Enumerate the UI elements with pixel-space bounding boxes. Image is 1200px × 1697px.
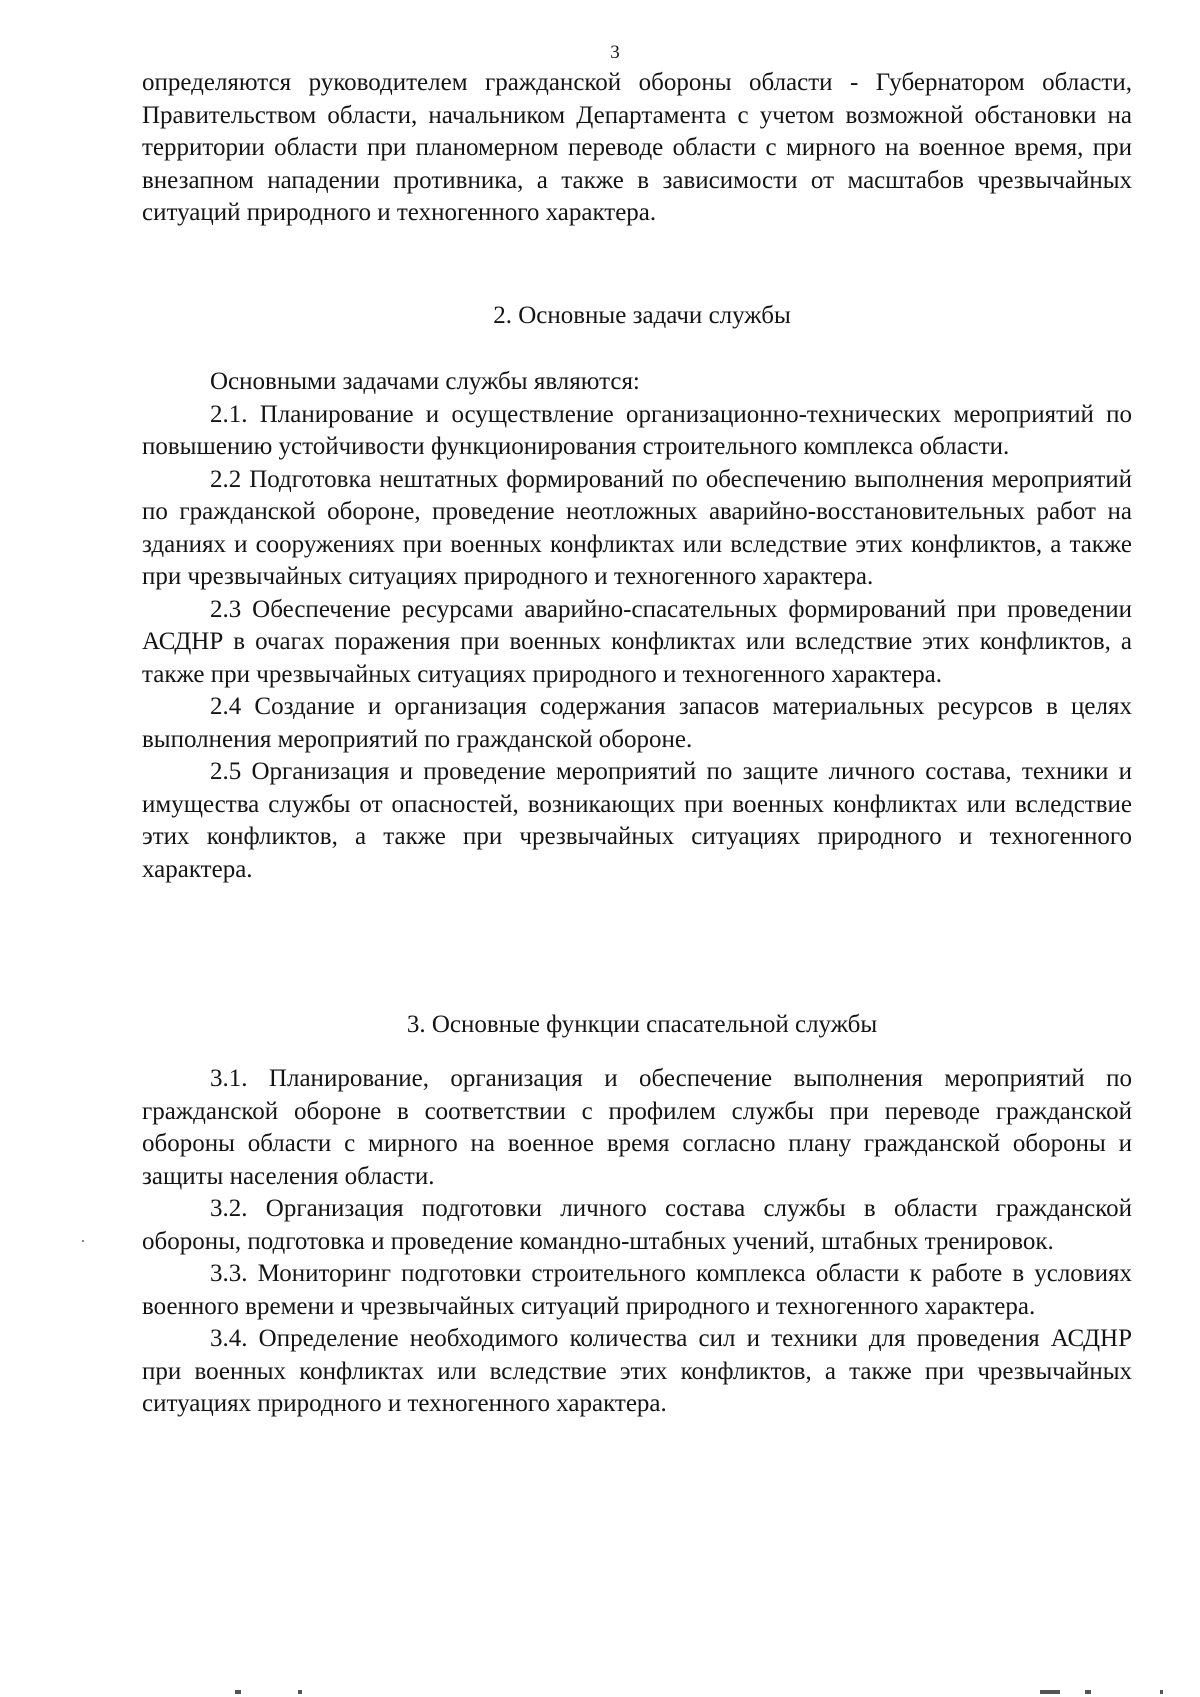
section-3-heading: 3. Основные функции спасательной службы	[406, 1011, 878, 1038]
section-3-body	[142, 1063, 1132, 1421]
section-3-item-3: 3.3. Мониторинг подготовки строительного комплекса области к работе в условиях военного времени и чрезвычайных ситуаций природного и техногенного характера.	[142, 1260, 1132, 1320]
page-number: 3	[610, 42, 620, 63]
section-2-body	[142, 366, 1132, 886]
scan-edge-mark	[1040, 1690, 1060, 1694]
section-2-item-3: 2.3 Обеспечение ресурсами аварийно-спасательных формирований при проведении АСДНР в очагах поражения при военных конфликтах или вследствие этих конфликтов, а также при чрезвычайных ситуациях природного и техногенного характера.	[142, 595, 1132, 688]
scan-edge-mark	[1160, 1690, 1163, 1694]
section-2-lead: Основными задачами службы являются:	[210, 368, 640, 395]
section-2-heading: 2. Основные задачи службы	[493, 302, 791, 329]
section-2-item-1: 2.1. Планирование и осуществление организационно-технических мероприятий по повышению устойчивости функционирования строительного комплекса области.	[142, 400, 1132, 460]
section-2-item-5: 2.5 Организация и проведение мероприятий по защите личного состава, техники и имущества службы от опасностей, возникающих при военных конфликтах или вследствие этих конфликтов, а также при чрезвычайных ситуациях природного и техногенного характера.	[142, 758, 1132, 883]
section-3-heading-wrap	[142, 1009, 1142, 1042]
intro-block	[142, 67, 1132, 230]
section-3-item-4: 3.4. Определение необходимого количества сил и техники для проведения АСДНР при военных конфликтах или вследствие этих конфликтов, а также при чрезвычайных ситуациях природного и техногенного характера.	[142, 1325, 1132, 1417]
intro-paragraph: определяются руководителем гражданской обороны области - Губернатором области, Правительством области, начальником Департамента с учетом возможной обстановки на территории области при планомерном переводе области с мирного на военное время, при внезапном нападении противника, а также в зависимости от масштабов чрезвычайных ситуаций природного и техногенного характера.	[142, 69, 1132, 226]
scan-edge-mark	[298, 1690, 302, 1694]
scan-speck	[82, 1240, 84, 1242]
section-2-item-4: 2.4 Создание и организация содержания запасов материальных ресурсов в целях выполнения мероприятий по гражданской обороне.	[142, 693, 1132, 753]
section-2-heading-wrap	[142, 300, 1142, 333]
section-2-item-2: 2.2 Подготовка нештатных формирований по обеспечению выполнения мероприятий по гражданской обороне, проведение неотложных аварийно-восстановительных работ на зданиях и сооружениях при военных конфликтах или вследствие этих конфликтов, а также при чрезвычайных ситуациях природного и техногенного характера.	[142, 465, 1132, 590]
scan-edge-mark	[1085, 1690, 1091, 1694]
section-3-item-1: 3.1. Планирование, организация и обеспечение выполнения мероприятий по гражданской обороне в соответствии с профилем службы при переводе гражданской обороны области с мирного на военное время согласно плану гражданской обороны и защиты населения области.	[142, 1065, 1132, 1190]
section-3-item-2: 3.2. Организация подготовки личного состава службы в области гражданской обороны, подготовка и проведение командно-штабных учений, штабных тренировок.	[142, 1195, 1132, 1255]
scan-edge-mark	[235, 1690, 241, 1694]
